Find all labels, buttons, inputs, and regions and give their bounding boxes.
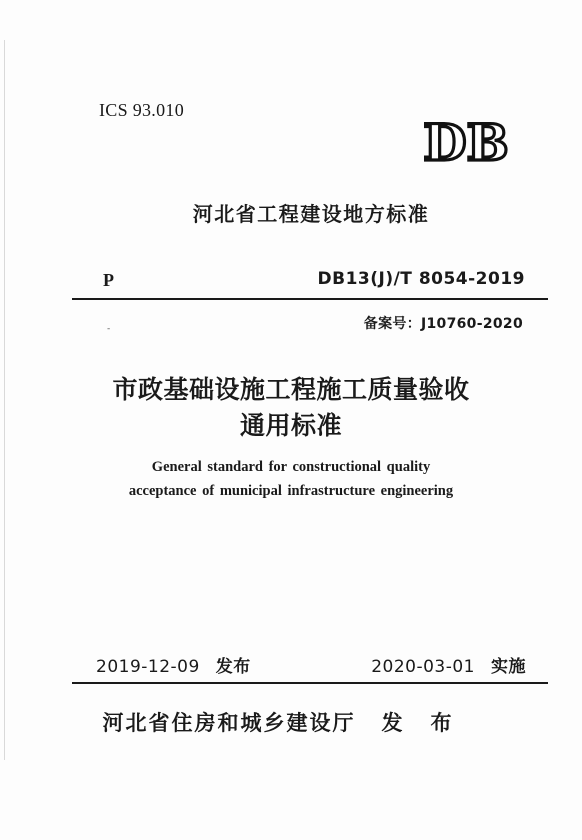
chinese-title-line-1: 市政基础设施工程施工质量验收 bbox=[112, 375, 470, 404]
implementation-date-block bbox=[371, 652, 526, 677]
publisher-action: 发布 bbox=[381, 711, 480, 735]
record-number: 备案号：J10760-2020 bbox=[363, 316, 523, 332]
standard-number: DB13(J)/T 8054-2019 bbox=[317, 269, 525, 289]
top-rule bbox=[72, 298, 548, 300]
chinese-title-line-2: 通用标准 bbox=[239, 411, 342, 440]
publisher-line bbox=[0, 707, 582, 737]
category-code: P bbox=[103, 270, 114, 290]
implementation-word: 实施 bbox=[491, 657, 526, 677]
implementation-date: 2020-03-01 bbox=[371, 657, 475, 677]
chinese-title bbox=[0, 372, 582, 444]
issue-date-block bbox=[96, 652, 251, 677]
db-logo-text: DB bbox=[423, 118, 509, 166]
english-title-line-2: acceptance of municipal infrastructure engineering bbox=[128, 483, 454, 499]
issuer-title: 河北省工程建设地方标准 bbox=[192, 202, 430, 226]
issue-word: 发布 bbox=[215, 657, 251, 677]
ics-code: ICS 93.010 bbox=[99, 100, 185, 120]
bottom-rule bbox=[72, 682, 548, 684]
db-logo bbox=[405, 118, 527, 166]
english-title bbox=[0, 455, 582, 503]
english-title-line-1: General standard for constructional quality bbox=[151, 459, 431, 475]
publisher-name: 河北省住房和城乡建设厅 bbox=[102, 711, 356, 735]
small-mark: - bbox=[107, 324, 111, 334]
issue-date: 2019-12-09 bbox=[96, 657, 200, 677]
